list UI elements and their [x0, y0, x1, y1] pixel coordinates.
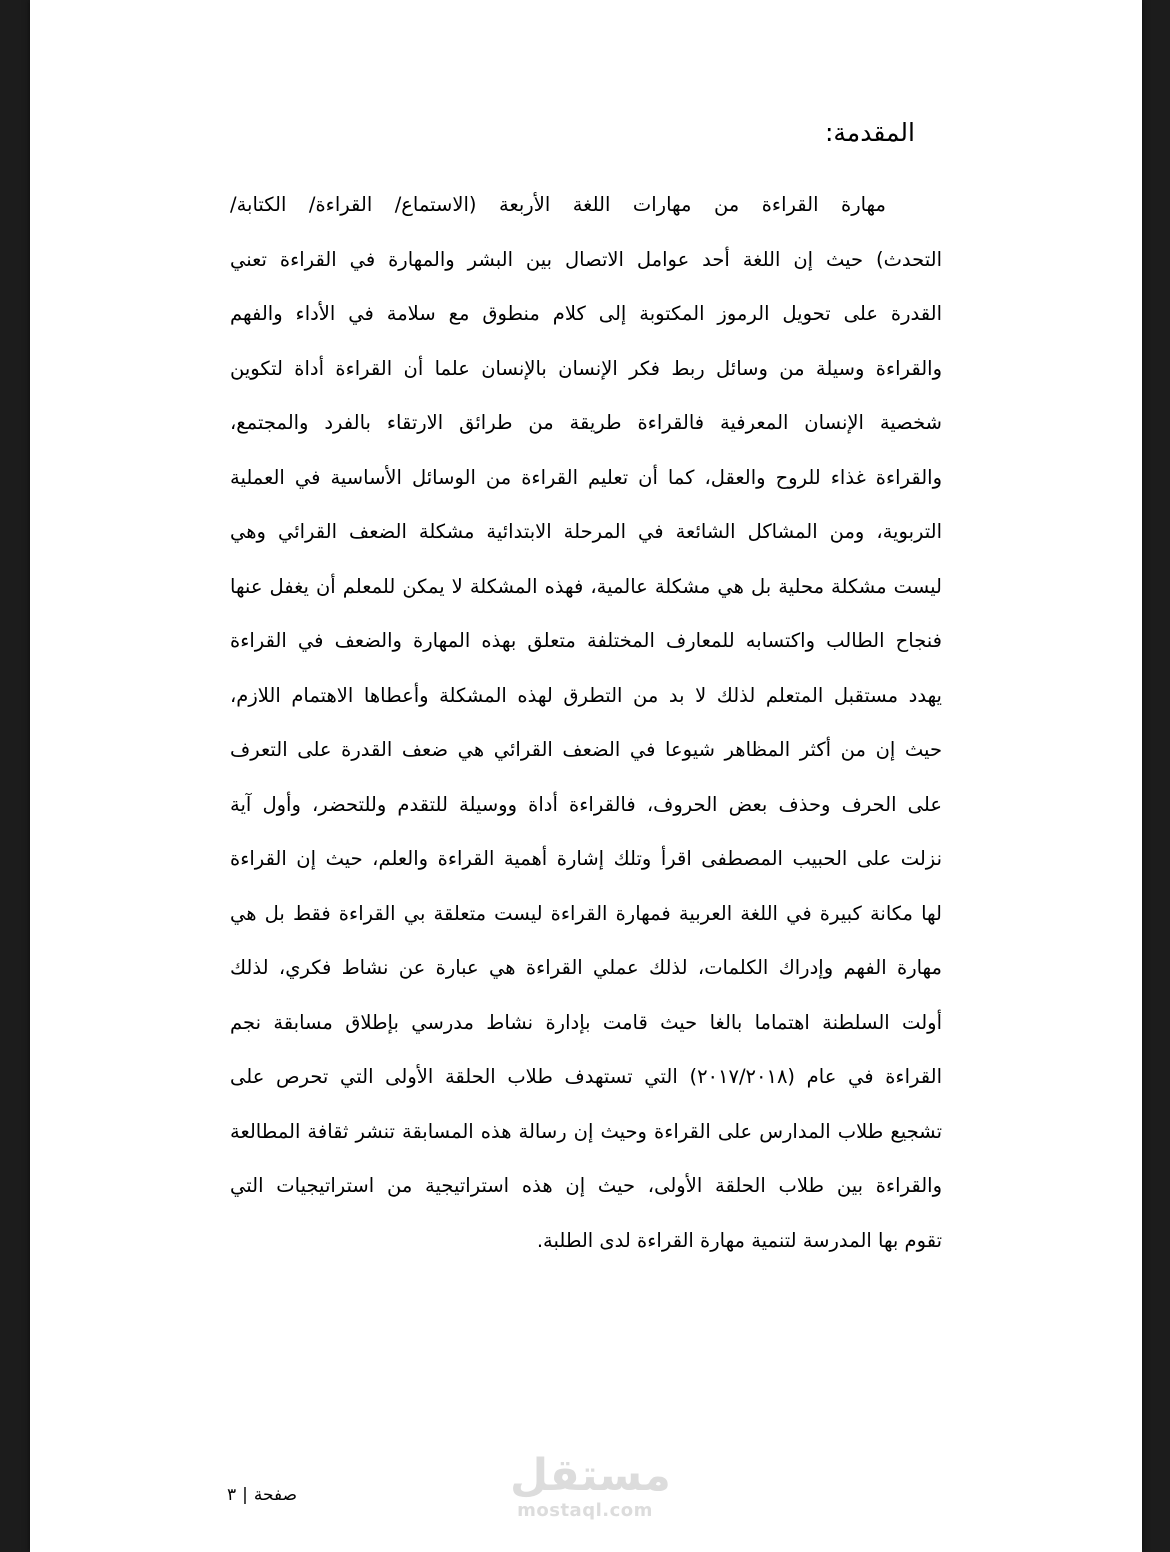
- paragraph-line: القراءة في عام (٢٠١٧/٢٠١٨) التي تستهدف طلاب الحلقة الأولى التي تحرص على: [230, 1065, 942, 1088]
- mostaql-watermark: [510, 1450, 671, 1521]
- paragraph-line: والقراءة بين طلاب الحلقة الأولى، حيث إن هذه استراتيجية من استراتيجيات التي: [230, 1174, 942, 1197]
- paragraph-line: ليست مشكلة محلية بل هي مشكلة عالمية، فهذه المشكلة لا يمكن للمعلم أن يغفل عنها: [230, 574, 942, 598]
- paragraph-line: القدرة على تحويل الرموز المكتوبة إلى كلام منطوق مع سلامة في الأداء والفهم: [230, 302, 942, 325]
- paragraph-line: لها مكانة كبيرة في اللغة العربية فمهارة القراءة ليست متعلقة بي القراءة فقط بل هي: [230, 901, 942, 925]
- introduction-paragraph: [230, 178, 942, 1268]
- paragraph-line: نزلت على الحبيب المصطفى اقرأ وتلك إشارة أهمية القراءة والعلم، حيث إن القراءة: [230, 847, 942, 870]
- footer-separator: |: [242, 1485, 248, 1505]
- page-number: ٣: [227, 1485, 237, 1505]
- paragraph-line: التحدث) حيث إن اللغة أحد عوامل الاتصال بين البشر والمهارة في القراءة تعني: [230, 247, 942, 271]
- paragraph-line: يهدد مستقبل المتعلم لذلك لا بد من التطرق لهذه المشكلة وأعطاها الاهتمام اللازم،: [230, 683, 942, 707]
- document-page: [30, 0, 1142, 1552]
- watermark-logo: مستقل: [510, 1450, 671, 1501]
- watermark-url: mostaql.com: [517, 1500, 653, 1521]
- paragraph-line: والقراءة وسيلة من وسائل ربط فكر الإنسان بالإنسان علما أن القراءة أداة لتكوين: [230, 356, 942, 380]
- paragraph-line: تشجيع طلاب المدارس على القراءة وحيث إن رسالة هذه المسابقة تنشر ثقافة المطالعة: [230, 1119, 942, 1143]
- page-footer: [227, 1485, 297, 1505]
- paragraph-line: مهارة الفهم وإدراك الكلمات، لذلك عملي القراءة هي عبارة عن نشاط فكري، لذلك: [230, 956, 942, 979]
- paragraph-line: تقوم بها المدرسة لتنمية مهارة القراءة لدى الطلبة.: [536, 1228, 942, 1252]
- paragraph-line: شخصية الإنسان المعرفية فالقراءة طريقة من طرائق الارتقاء بالفرد والمجتمع،: [230, 411, 942, 434]
- page-word: صفحة: [253, 1485, 297, 1505]
- paragraph-line: فنجاح الطالب واكتسابه للمعارف المختلفة متعلق بهذه المهارة والضعف في القراءة: [230, 629, 942, 652]
- paragraph-line: والقراءة غذاء للروح والعقل، كما أن تعليم القراءة من الوسائل الأساسية في العملية: [230, 465, 942, 489]
- paragraph-line: حيث إن من أكثر المظاهر شيوعا في الضعف القرائي هي ضعف القدرة على التعرف: [230, 738, 942, 761]
- section-heading: المقدمة:: [824, 118, 915, 147]
- paragraph-line: التربوية، ومن المشاكل الشائعة في المرحلة الابتدائية مشكلة الضعف القرائي وهي: [230, 520, 942, 543]
- paragraph-line: على الحرف وحذف بعض الحروف، فالقراءة أداة ووسيلة للتقدم وللتحضر، وأول آية: [230, 792, 942, 816]
- paragraph-line: أولت السلطنة اهتماما بالغا حيث قامت بإدارة نشاط مدرسي بإطلاق مسابقة نجم: [230, 1010, 942, 1034]
- paragraph-line: مهارة القراءة من مهارات اللغة الأربعة (الاستماع/ القراءة/ الكتابة/: [230, 193, 886, 216]
